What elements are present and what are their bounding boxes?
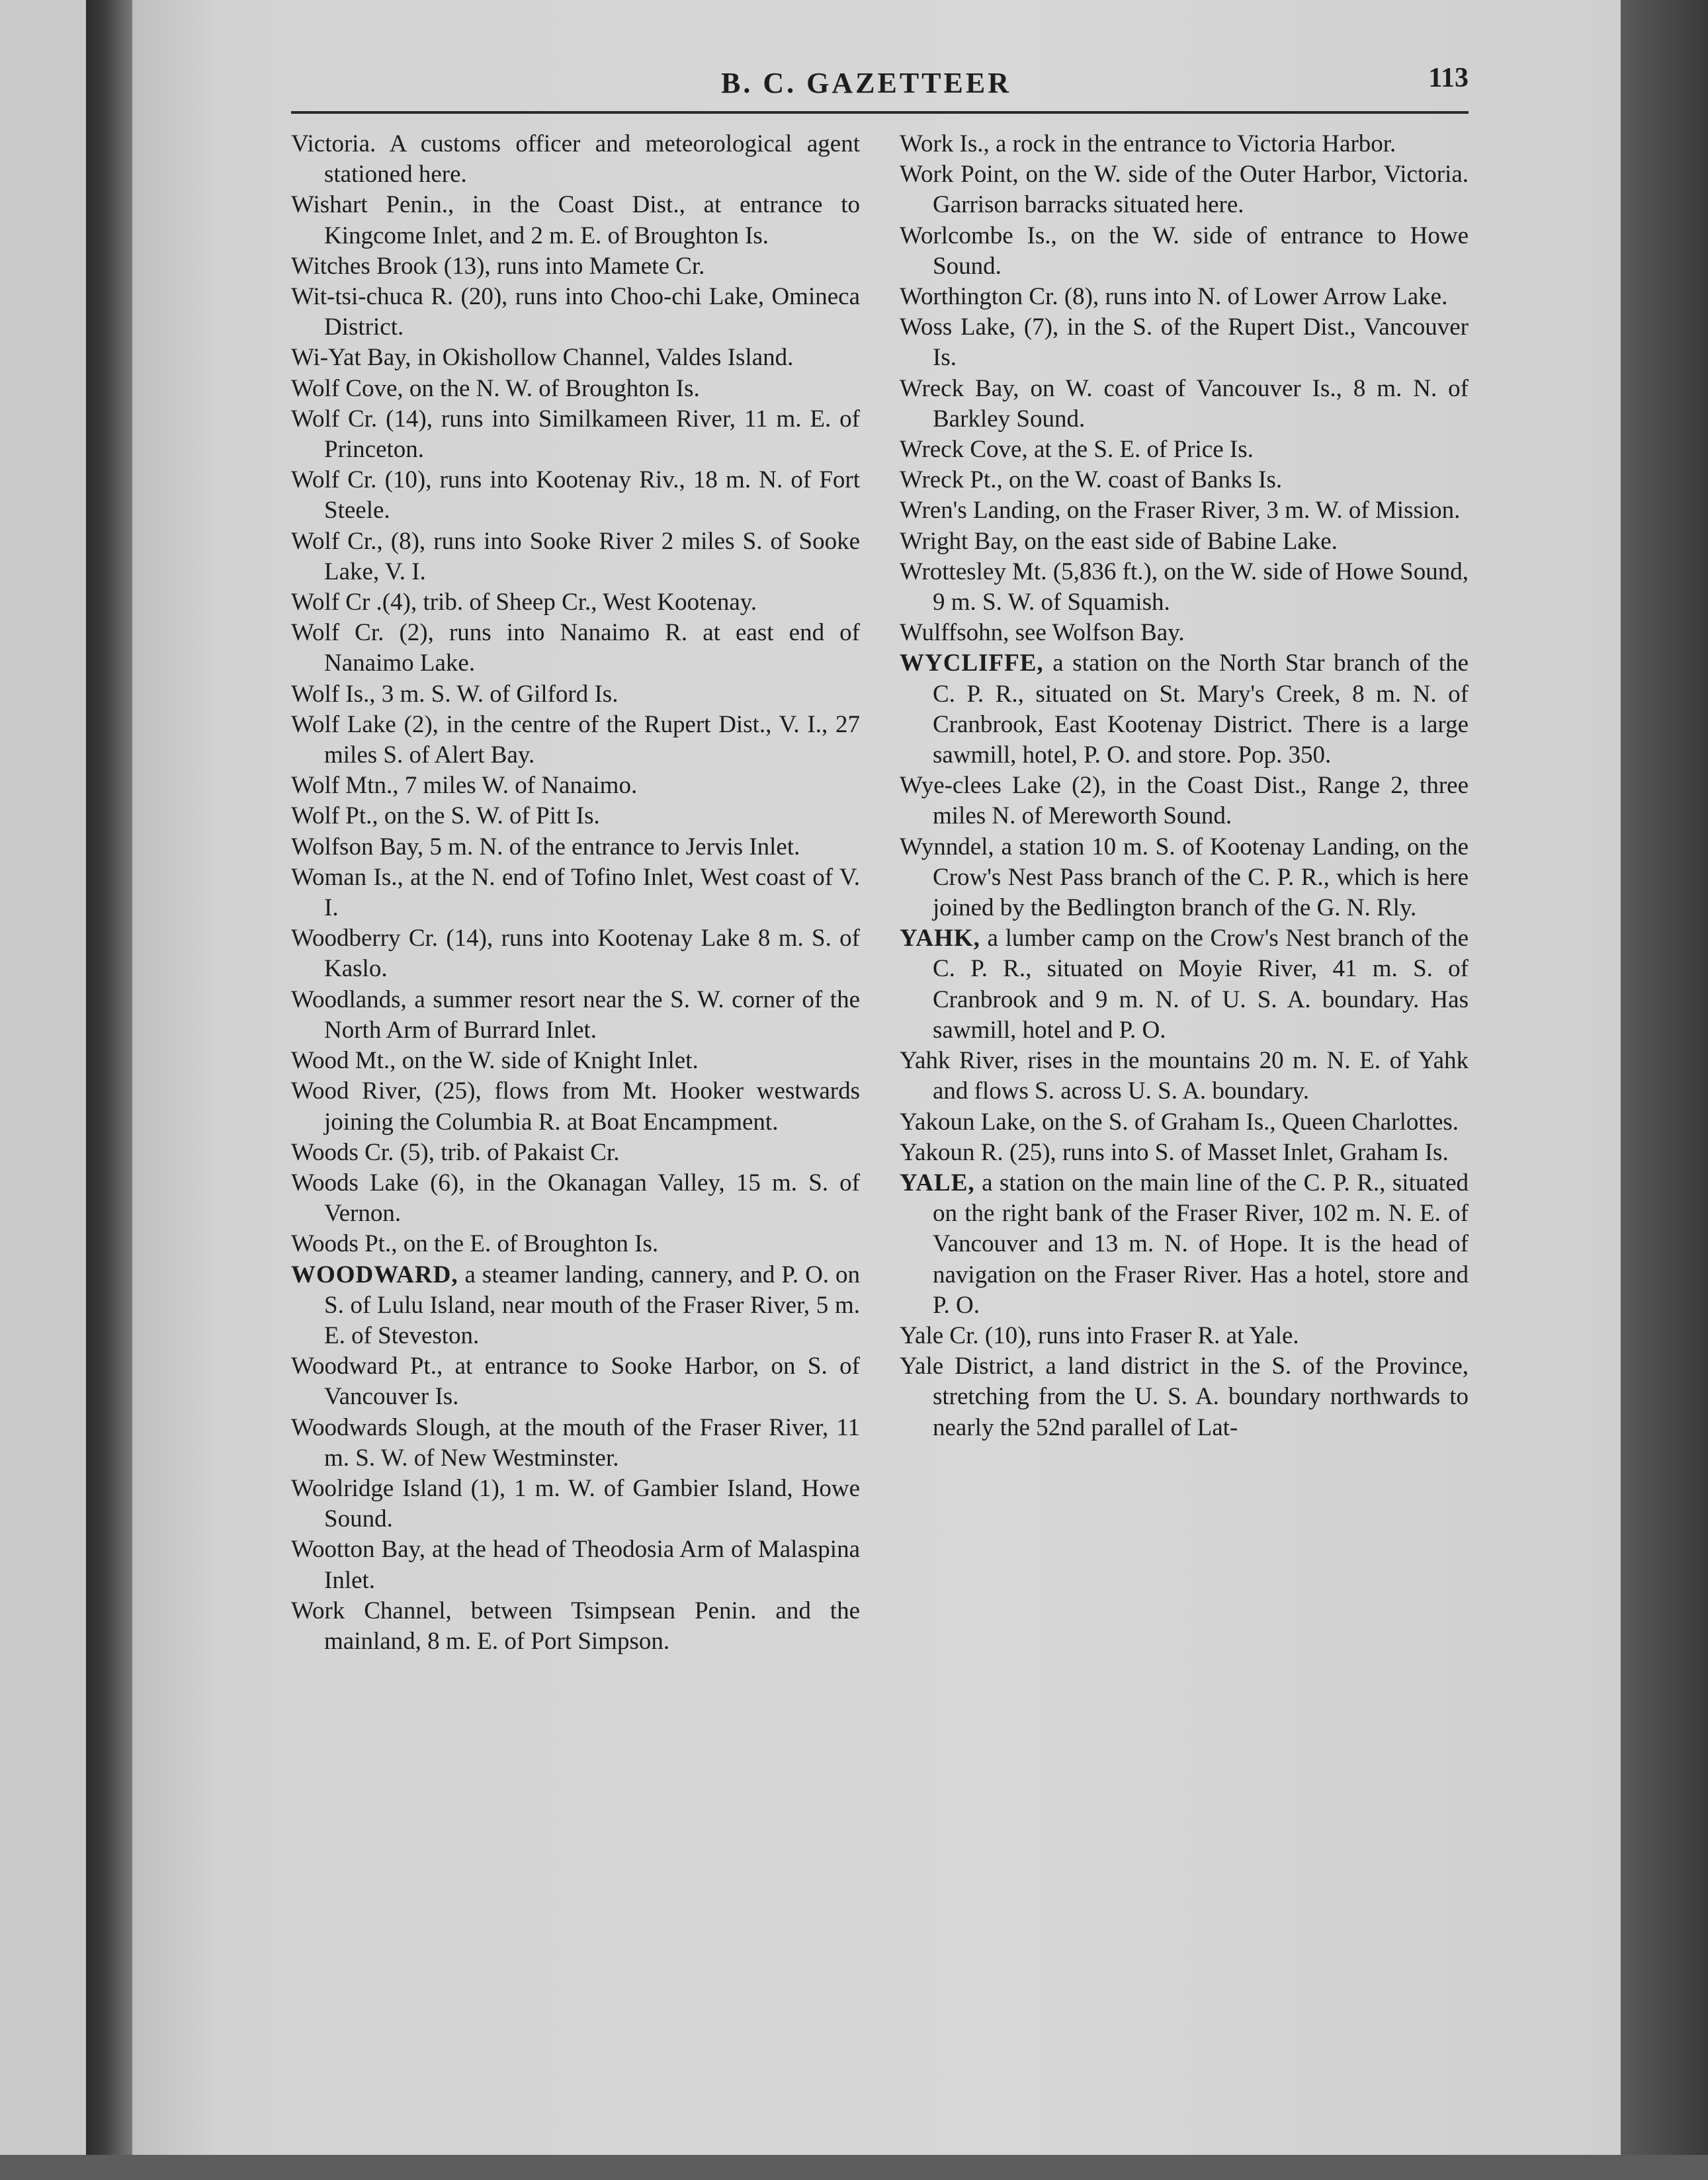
gazetteer-entry [291,1534,860,1595]
gazetteer-entry [291,679,860,710]
entry-text: Yakoun R. (25), runs into S. of Masset Inlet, Graham Is. [900,1138,1449,1166]
entry-text: Wreck Cove, at the S. E. of Price Is. [900,436,1254,464]
gazetteer-entry [291,587,860,618]
entry-text: Work Point, on the W. side of the Outer Harbor, Victoria. Garrison barracks situated here. [900,161,1469,219]
page-number: 113 [1428,63,1469,93]
entry-text: Wrottesley Mt. (5,836 ft.), on the W. side of Howe Sound, 9 m. S. W. of Squamish. [900,558,1469,616]
entry-text: Woman Is., at the N. end of Tofino Inlet, West coast of V. I. [291,863,860,922]
gazetteer-entry [291,190,860,251]
gazetteer-entry [900,923,1469,1046]
gazetteer-entry [900,1107,1469,1138]
entry-text: Wolf Cr .(4), trib. of Sheep Cr., West Kootenay. [291,589,757,616]
entry-text: Woodberry Cr. (14), runs into Kootenay Lake 8 m. S. of Kaslo. [291,925,860,983]
gazetteer-entry [291,1076,860,1137]
gazetteer-entry [291,710,860,771]
entry-text: Wood Mt., on the W. side of Knight Inlet. [291,1047,699,1075]
entry-text: Woodwards Slough, at the mouth of the Fraser River, 11 m. S. W. of New Westminster. [291,1413,860,1472]
gazetteer-entry [291,801,860,831]
gazetteer-entry [900,495,1469,526]
gazetteer-entry [900,159,1469,220]
gazetteer-entry [900,435,1469,465]
gazetteer-entry [291,526,860,587]
entry-text: Wood River, (25), flows from Mt. Hooker westwards joining the Columbia R. at Boat Encampment. [291,1077,860,1136]
entry-text: Wye-clees Lake (2), in the Coast Dist., Range 2, three miles N. of Mereworth Sound. [900,772,1469,830]
gazetteer-entry [291,343,860,373]
gazetteer-entry [291,618,860,679]
entry-text: Wreck Pt., on the W. coast of Banks Is. [900,466,1283,494]
entry-heading: WOODWARD, [291,1261,458,1288]
entry-heading: WYCLIFFE, [900,650,1044,677]
entry-text: Wright Bay, on the east side of Babine Lake. [900,527,1338,555]
entry-text: Wolf Pt., on the S. W. of Pitt Is. [291,802,600,830]
gazetteer-entry [900,1351,1469,1443]
entry-text: Wolf Cove, on the N. W. of Broughton Is. [291,374,700,402]
gazetteer-entry [900,832,1469,924]
entry-text: Yakoun Lake, on the S. of Graham Is., Queen Charlottes. [900,1108,1459,1136]
entry-text: Woodlands, a summer resort near the S. W. corner of the North Arm of Burrard Inlet. [291,985,860,1044]
gazetteer-entry [291,404,860,465]
right-column [900,129,1469,1443]
gazetteer-entry [291,1596,860,1657]
gazetteer-entry [900,1168,1469,1321]
gazetteer-entry [291,465,860,526]
gazetteer-entry [291,1046,860,1076]
entry-text: Wulffsohn, see Wolfson Bay. [900,619,1185,647]
gazetteer-entry [291,862,860,923]
entry-text: Wolf Cr. (2), runs into Nanaimo R. at east end of Nanaimo Lake. [291,619,860,677]
gazetteer-entry [900,312,1469,373]
gazetteer-entry [291,1474,860,1534]
entry-text: Wolf Cr. (10), runs into Kootenay Riv., 18 m. N. of Fort Steele. [291,466,860,524]
gazetteer-entry [900,221,1469,282]
entry-text: Wit-tsi-chuca R. (20), runs into Choo-chi Lake, Omineca District. [291,283,860,341]
entry-text: a station on the main line of the C. P. R., situated on the right bank of the Fraser River, 102 m. N. E. of Vancouver and 13 m. N. of Hope. It is the head of navigation on the Fraser River. Has a hotel, store and P. O. [933,1169,1469,1319]
entry-text: Yale Cr. (10), runs into Fraser R. at Yale. [900,1321,1299,1349]
running-header-title: B. C. GAZETTEER [721,67,1011,99]
entry-text: Wootton Bay, at the head of Theodosia Arm of Malaspina Inlet. [291,1536,860,1594]
entry-heading: YALE, [900,1169,975,1196]
entry-text: Wreck Bay, on W. coast of Vancouver Is., 8 m. N. of Barkley Sound. [900,374,1469,433]
gazetteer-entry [900,374,1469,435]
gazetteer-entry [291,1168,860,1229]
entry-text: Wolf Mtn., 7 miles W. of Nanaimo. [291,772,638,800]
gazetteer-entry [900,129,1469,159]
page-right-edge [1621,0,1708,2180]
gazetteer-entry [900,526,1469,557]
entry-text: Victoria. A customs officer and meteorological agent stationed here. [291,130,860,189]
entry-text: Yale District, a land district in the S. of the Province, stretching from the U. S. A. boundary northwards to nearly the 52nd parallel of Lat- [900,1353,1469,1441]
entry-text: Work Is., a rock in the entrance to Victoria Harbor. [900,130,1396,157]
entry-text: a station on the North Star branch of the C. P. R., situated on St. Mary's Creek, 8 m. N. of Cranbrook, East Kootenay District. There is a large sawmill, hotel, P. O. and store. Pop. 350. [933,650,1469,769]
entry-text: Woods Cr. (5), trib. of Pakaist Cr. [291,1138,620,1166]
entry-text: Witches Brook (13), runs into Mamete Cr. [291,252,705,280]
gazetteer-entry [900,282,1469,312]
entry-text: Yahk River, rises in the mountains 20 m. N. E. of Yahk and flows S. across U. S. A. boundary. [900,1047,1469,1105]
gazetteer-entry [291,1413,860,1474]
page-bottom-edge [0,2155,1708,2180]
entry-text: Wolf Is., 3 m. S. W. of Gilford Is. [291,680,619,708]
gazetteer-entry [900,618,1469,648]
running-header [291,60,1469,106]
entry-text: Woolridge Island (1), 1 m. W. of Gambier Island, Howe Sound. [291,1474,860,1533]
entry-text: a steamer landing, cannery, and P. O. on S. of Lulu Island, near mouth of the Fraser River, 5 m. E. of Steveston. [324,1261,860,1349]
gazetteer-entry [291,251,860,282]
gazetteer-entry [900,648,1469,771]
entry-text: Wi-Yat Bay, in Okishollow Channel, Valdes Island. [291,344,794,372]
book-gutter [86,0,132,2180]
entry-text: Worthington Cr. (8), runs into N. of Lower Arrow Lake. [900,283,1448,311]
gazetteer-entry [291,1260,860,1352]
gazetteer-entry [291,1138,860,1168]
entry-text: a lumber camp on the Crow's Nest branch of the C. P. R., situated on Moyie River, 41 m. S. of Cranbrook and 9 m. N. of U. S. A. boundary. Has sawmill, hotel and P. O. [933,925,1469,1044]
entry-text: Wishart Penin., in the Coast Dist., at entrance to Kingcome Inlet, and 2 m. E. of Broughton Is. [291,191,860,249]
gazetteer-entry [900,1046,1469,1107]
header-rule [291,111,1469,114]
entry-text: Wynndel, a station 10 m. S. of Kootenay Landing, on the Crow's Nest Pass branch of the C. P. R., which is here joined by the Bedlington branch of the G. N. Rly. [900,833,1469,922]
entry-text: Woodward Pt., at entrance to Sooke Harbor, on S. of Vancouver Is. [291,1353,860,1411]
gazetteer-entry [291,282,860,343]
entry-text: Work Channel, between Tsimpsean Penin. and the mainland, 8 m. E. of Port Simpson. [291,1597,860,1655]
entry-text: Wolfson Bay, 5 m. N. of the entrance to Jervis Inlet. [291,833,800,860]
gazetteer-entry [291,832,860,862]
gazetteer-entry [291,985,860,1046]
entry-heading: YAHK, [900,925,980,952]
entry-text: Worlcombe Is., on the W. side of entrance to Howe Sound. [900,222,1469,280]
entry-text: Wren's Landing, on the Fraser River, 3 m. W. of Mission. [900,497,1461,524]
entry-text: Wolf Lake (2), in the centre of the Rupert Dist., V. I., 27 miles S. of Alert Bay. [291,710,860,769]
entry-text: Woss Lake, (7), in the S. of the Rupert Dist., Vancouver Is. [900,314,1469,372]
gazetteer-entry [291,771,860,801]
gazetteer-entry [900,1138,1469,1168]
gazetteer-entry [291,1351,860,1412]
gazetteer-entry [291,923,860,984]
gazetteer-entry [900,1321,1469,1351]
entry-text: Woods Lake (6), in the Okanagan Valley, 15 m. S. of Vernon. [291,1169,860,1228]
gazetteer-entry [900,771,1469,831]
left-column [291,129,860,1657]
gazetteer-entry [900,465,1469,495]
entry-text: Woods Pt., on the E. of Broughton Is. [291,1230,659,1258]
entry-text: Wolf Cr. (14), runs into Similkameen River, 11 m. E. of Princeton. [291,405,860,464]
gazetteer-entry [900,557,1469,618]
entry-text: Wolf Cr., (8), runs into Sooke River 2 miles S. of Sooke Lake, V. I. [291,527,860,585]
gazetteer-entry [291,374,860,404]
gazetteer-entry [291,1229,860,1259]
gazetteer-entry [291,129,860,190]
